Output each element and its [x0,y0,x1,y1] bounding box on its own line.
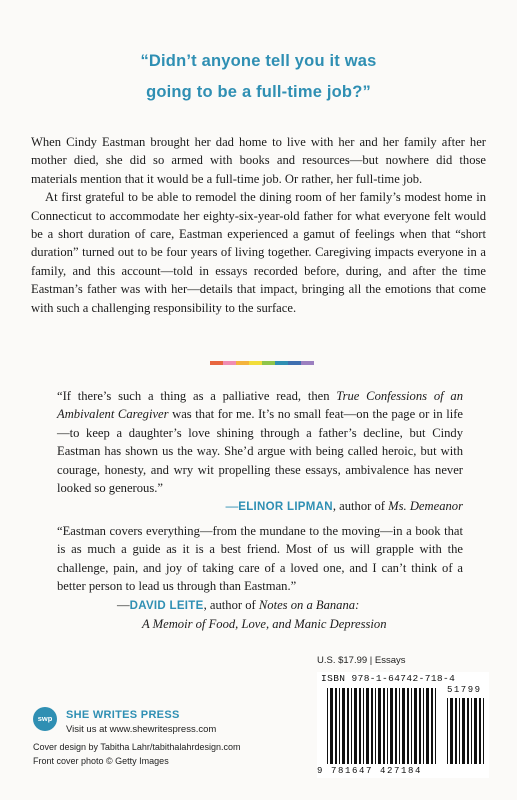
barcode-bar [402,688,405,764]
em-dash: — [117,597,130,612]
isbn-addon-digits: 51799 [447,685,482,695]
barcode-bar [378,688,381,764]
barcode-bar [354,688,357,764]
blurb-leite-text: “Eastman covers everything—from the mundane to the moving—in a book that is as much a guide as it is a best friend. Most of us will grapple with the challenge, pain, and joy of taking care of a loved one, and I can’t think of a better person to lead us through than Eastman.” [57,524,463,594]
divider-segment [223,361,236,365]
divider-segment [288,361,301,365]
barcode-bar [423,688,424,764]
barcode-bar [450,698,453,764]
barcode-bar [483,698,484,764]
barcode-bar [447,698,448,764]
barcode-bar [351,688,352,764]
barcode-bar [431,688,433,764]
barcode-bar [335,688,337,764]
divider-segment [275,361,288,365]
isbn-barcode [317,672,489,778]
barcode-bar [419,688,421,764]
barcode-bar [347,688,349,764]
publisher-logo-icon: swp [33,707,57,731]
publisher-name: SHE WRITES PRESS [66,709,180,721]
barcode-bar [375,688,376,764]
cover-design-credit: Cover design by Tabitha Lahr/tabithalahrdesign.com [33,742,241,752]
blurb-lipman-text [57,387,463,497]
barcode-bar [414,688,417,764]
cover-credits [33,741,240,768]
author-of-label: , author of [332,499,389,514]
barcode-bar [383,688,385,764]
barcode-bar [435,688,436,764]
barcode-digits: 9 781647 427184 [317,766,423,776]
author-name: DAVID LEITE [129,599,204,612]
barcode-bar [330,688,333,764]
barcode-bar [459,698,460,764]
book-title-italic: True Confessions of an Ambivalent Caregiver [57,389,463,422]
barcode-bar [426,688,429,764]
blurb-leite [57,522,463,633]
divider-segment [249,361,262,365]
barcode-bar [339,688,340,764]
author-name: ELINOR LIPMAN [238,501,333,514]
divider-segment [210,361,223,365]
barcode-bar [407,688,409,764]
blurb-lipman-attribution [57,497,463,516]
divider-segment [236,361,249,365]
barcode-bar [327,688,328,764]
barcode-bar [467,698,469,764]
barcode-bar [462,698,465,764]
headline-quote [0,46,517,108]
publisher-url: Visit us at www.shewritespress.com [66,724,217,735]
author-book-title: Ms. Demeanor [388,499,463,514]
em-dash: — [225,499,239,514]
author-book-title-line-2: A Memoir of Food, Love, and Manic Depression [142,617,387,632]
barcode-bar [395,688,397,764]
barcode-bar [471,698,472,764]
divider-segment [262,361,275,365]
barcode-bar [411,688,412,764]
barcode-bar [455,698,457,764]
description-paragraph-2: At first grateful to be able to remodel the dining room of her family’s modest home in Connecticut to accommodate her eighty-six-year-old father for what everyone felt would be a short duration of care, Eastman experienced a gamut of feelings when that “short duration” turned out to be four years of living together. Caregiving impacts everyone in a family, and this account—told in essays recorded before, during, and after the time Eastman’s father was with her—details that impact, bringing all the emotions that come with such a challenging responsibility to the surface. [31,190,486,315]
barcode-bar [363,688,364,764]
barcode-bar [366,688,369,764]
blurb-lipman [57,387,463,517]
barcode-bar [387,688,388,764]
divider-segment [301,361,314,365]
description-paragraph-1: When Cindy Eastman brought her dad home to live with her and her family after her mother died, she did so armed with books and resources—but nowhere did those materials mention that it would be a full-time job. Or rather, her full-time job. [31,135,486,186]
barcode-bar [371,688,373,764]
blurb-leite-book-subtitle [57,615,463,633]
blurb-lipman-text-end: was that for me. It’s no small feat—on the page or in life—to keep a daughter’s love shining through a father’s decline, but Cindy Eastman has shown us the way. She’d argue with being called heroic, but with courage, honesty, and wry wit propelling these essays, ambivalence has never looked so generous.” [57,407,463,496]
barcode-bar [479,698,481,764]
author-book-title-line-1: Notes on a Banana: [258,597,360,612]
book-description [31,133,486,317]
headline-line-1: “Didn’t anyone tell you it was [140,52,377,70]
isbn-label: ISBN 978-1-64742-718-4 [321,673,456,684]
headline-line-2: going to be a full-time job?” [146,83,371,101]
barcode-bar [390,688,393,764]
author-of-label: , author of [203,597,259,612]
rainbow-divider [210,361,314,365]
barcode-bar [359,688,361,764]
barcode-bar [474,698,477,764]
blurb-leite-attribution [57,596,463,615]
blurb-lipman-text-start: “If there’s such a thing as a palliative read, then [57,389,337,403]
cover-photo-credit: Front cover photo © Getty Images [33,755,169,766]
barcode-bar [342,688,345,764]
price-genre: U.S. $17.99 | Essays [317,655,406,666]
barcode-bar [399,688,400,764]
